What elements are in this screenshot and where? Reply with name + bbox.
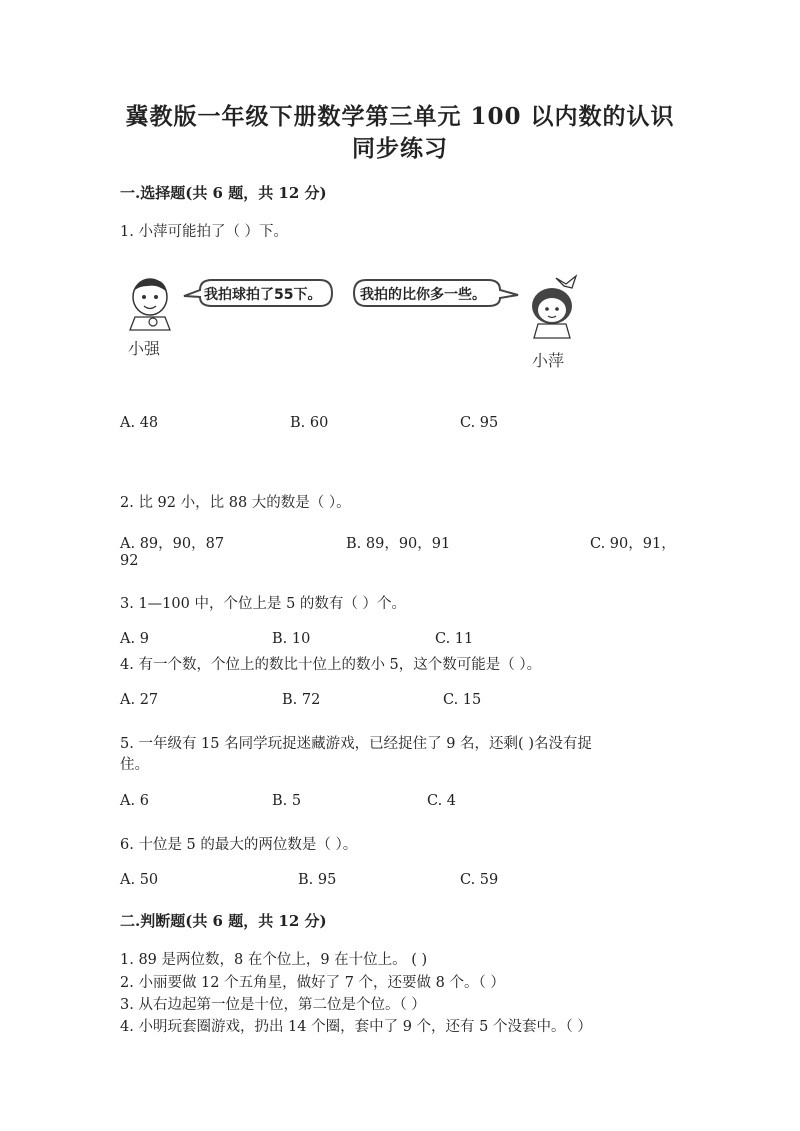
q4-option-a: A. 27 — [120, 692, 159, 708]
q3-option-a: A. 9 — [120, 631, 149, 647]
q3-option-b: B. 10 — [272, 631, 311, 647]
judgement-item-1: 1. 89 是两位数，8 在个位上，9 在十位上。 ( ) — [120, 952, 428, 968]
section-heading-choice: 一.选择题(共 6 题，共 12 分) — [120, 184, 327, 202]
q2-option-a: A. 89，90，87 — [120, 536, 225, 552]
q3-option-c: C. 11 — [435, 631, 474, 647]
question-5: 5. 一年级有 15 名同学玩捉迷藏游戏，已经捉住了 9 名，还剩( )名没有捉 — [120, 736, 592, 752]
q5-option-b: B. 5 — [272, 793, 302, 809]
page-title: 冀教版一年级下册数学第三单元 100 以内数的认识 — [125, 103, 675, 130]
question-6: 6. 十位是 5 的最大的两位数是（ ）。 — [120, 837, 358, 853]
q1-option-a: A. 48 — [120, 415, 159, 431]
question-4: 4. 有一个数，个位上的数比十位上的数小 5，这个数可能是（ ）。 — [120, 657, 542, 673]
q4-option-c: C. 15 — [443, 692, 482, 708]
q2-option-c-wrap: 92 — [120, 553, 139, 569]
page-subtitle: 同步练习 — [352, 135, 448, 162]
judgement-item-4: 4. 小明玩套圈游戏，扔出 14 个圈，套中了 9 个，还有 5 个没套中。（ ） — [120, 1019, 592, 1035]
section-heading-judgement: 二.判断题(共 6 题，共 12 分) — [120, 912, 327, 930]
question-5-wrap: 住。 — [120, 757, 149, 773]
q6-option-b: B. 95 — [298, 872, 337, 888]
illustration — [120, 272, 590, 382]
girl-figure — [532, 276, 576, 338]
q2-option-c: C. 90，91， — [590, 536, 676, 552]
q5-option-c: C. 4 — [427, 793, 457, 809]
question-2: 2. 比 92 小，比 88 大的数是（ ）。 — [120, 495, 351, 511]
q1-option-c: C. 95 — [460, 415, 499, 431]
q5-option-a: A. 6 — [120, 793, 149, 809]
boy-speech-text: 我拍球拍了55下。 — [204, 287, 322, 303]
boy-name: 小强 — [128, 339, 161, 358]
judgement-item-3: 3. 从右边起第一位是十位，第二位是个位。（ ） — [120, 997, 426, 1013]
girl-name: 小萍 — [532, 351, 565, 370]
q2-option-b: B. 89，90，91 — [346, 536, 451, 552]
boy-figure — [130, 279, 170, 330]
q4-option-b: B. 72 — [282, 692, 321, 708]
q6-option-a: A. 50 — [120, 872, 159, 888]
girl-speech-text: 我拍的比你多一些。 — [360, 287, 486, 303]
question-1: 1. 小萍可能拍了（ ）下。 — [120, 224, 289, 240]
judgement-item-2: 2. 小丽要做 12 个五角星，做好了 7 个，还要做 8 个。（ ） — [120, 975, 505, 991]
q1-option-b: B. 60 — [290, 415, 329, 431]
q6-option-c: C. 59 — [460, 872, 499, 888]
question-3: 3. 1—100 中，个位上是 5 的数有（ ）个。 — [120, 596, 407, 612]
